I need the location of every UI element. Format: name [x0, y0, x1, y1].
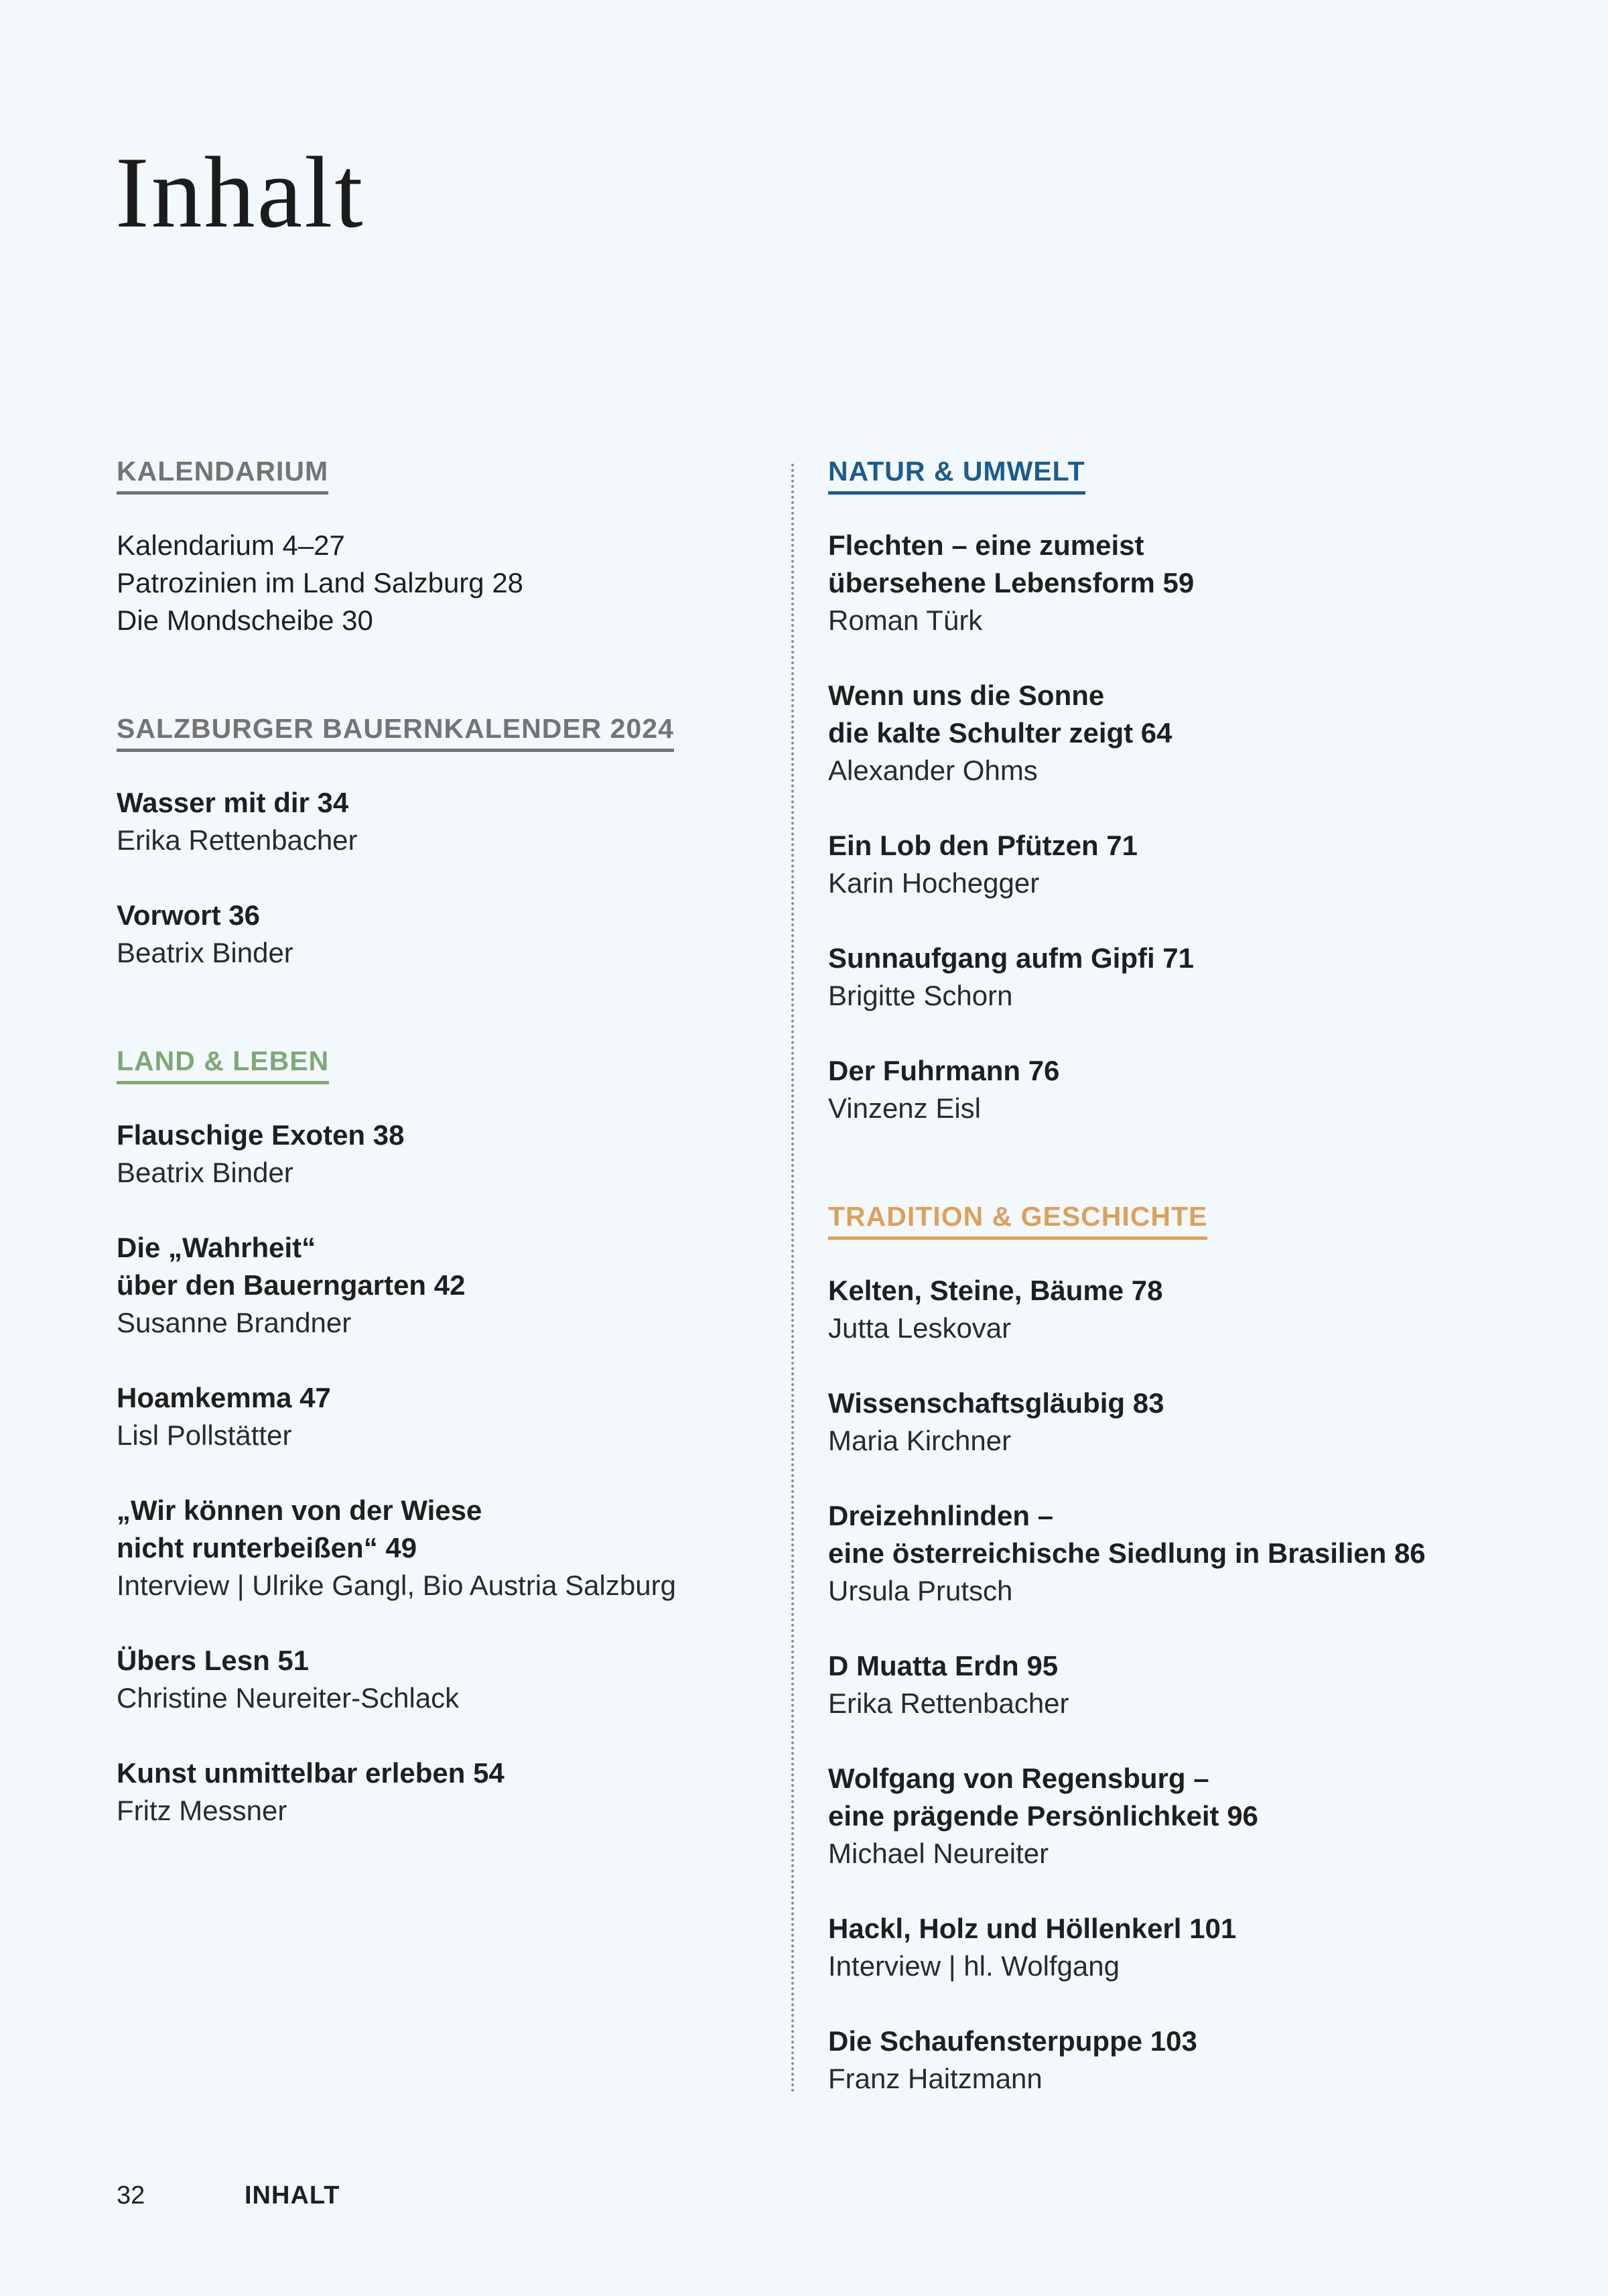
entry-title: Kunst unmittelbar erleben 54 [117, 1757, 505, 1789]
right-column [828, 456, 1565, 2171]
section-kalendarium [117, 456, 733, 639]
entry-title-line2: eine österreichische Siedlung in Brasilien 86 [828, 1537, 1426, 1569]
entry-author: Lisl Pollstätter [117, 1419, 292, 1451]
toc-entry [828, 1760, 1565, 1872]
section-heading: NATUR & UMWELT [828, 456, 1085, 495]
toc-entry [117, 784, 733, 859]
page-title: Inhalt [115, 136, 365, 249]
toc-line: Die Mondscheibe 30 [117, 604, 373, 636]
entry-author: Jutta Leskovar [828, 1312, 1012, 1344]
toc-entry [828, 1385, 1565, 1460]
entry-title: D Muatta Erdn 95 [828, 1650, 1059, 1681]
page-number: 32 [117, 2181, 145, 2210]
entry-author: Franz Haitzmann [828, 2063, 1043, 2094]
toc-entry [828, 1272, 1565, 1347]
section-heading: TRADITION & GESCHICHTE [828, 1201, 1207, 1240]
entry-title: Vorwort 36 [117, 899, 260, 931]
entry-author: Ursula Prutsch [828, 1575, 1013, 1606]
entry-author: Susanne Brandner [117, 1307, 352, 1338]
entry-author: Roman Türk [828, 604, 983, 636]
entry-title: Hoamkemma 47 [117, 1382, 331, 1413]
section-land-leben [117, 1045, 733, 1830]
entry-title: „Wir können von der Wiese [117, 1494, 482, 1526]
entry-author: Beatrix Binder [117, 937, 293, 968]
toc-entry [828, 527, 1565, 639]
toc-entry [828, 1497, 1565, 1610]
entry-title: Der Fuhrmann 76 [828, 1055, 1060, 1086]
entry-title: Kelten, Steine, Bäume 78 [828, 1275, 1163, 1306]
entry-title-line2: die kalte Schulter zeigt 64 [828, 717, 1172, 749]
toc-entry [828, 940, 1565, 1015]
entry-author: Erika Rettenbacher [117, 824, 358, 856]
entry-title: Wissenschaftsgläubig 83 [828, 1387, 1164, 1419]
toc-entry [828, 827, 1565, 902]
toc-entry [828, 2023, 1565, 2098]
toc-entry [117, 897, 733, 972]
entry-author: Interview | Ulrike Gangl, Bio Austria Salzburg [117, 1570, 676, 1601]
entry-title: Übers Lesn 51 [117, 1645, 310, 1676]
entry-author: Karin Hochegger [828, 867, 1040, 899]
entry-author: Vinzenz Eisl [828, 1092, 982, 1124]
entry-title-line2: nicht runterbeißen“ 49 [117, 1532, 417, 1564]
toc-entry [117, 1117, 733, 1192]
section-natur-umwelt [828, 456, 1565, 1127]
entry-title: Flechten – eine zumeist [828, 529, 1144, 561]
section-heading: KALENDARIUM [117, 456, 328, 495]
entry-author: Erika Rettenbacher [828, 1687, 1069, 1719]
toc-entry [117, 1229, 733, 1342]
toc-entry [828, 1910, 1565, 1985]
toc-entry [828, 1647, 1565, 1722]
entry-author: Interview | hl. Wolfgang [828, 1950, 1120, 1982]
toc-line: Kalendarium 4–27 [117, 529, 345, 561]
entry-title-line2: über den Bauerngarten 42 [117, 1269, 466, 1301]
section-tradition [828, 1201, 1565, 2098]
entry-author: Beatrix Binder [117, 1157, 293, 1188]
entry-author: Christine Neureiter-Schlack [117, 1682, 460, 1714]
entry-title: Wasser mit dir 34 [117, 787, 349, 818]
toc-entry [117, 1642, 733, 1717]
entry-author: Maria Kirchner [828, 1425, 1012, 1456]
column-divider [791, 464, 794, 2094]
toc-entry [117, 1755, 733, 1830]
entry-title: Wenn uns die Sonne [828, 680, 1105, 711]
footer-label: INHALT [245, 2181, 340, 2210]
section-bauernkalender [117, 713, 733, 972]
entry-author: Brigitte Schorn [828, 980, 1013, 1011]
toc-entry [828, 677, 1565, 789]
entry-title: Hackl, Holz und Höllenkerl 101 [828, 1913, 1237, 1944]
entry-title: Ein Lob den Pfützen 71 [828, 830, 1138, 861]
entry-title: Flauschige Exoten 38 [117, 1119, 405, 1151]
entry-author: Michael Neureiter [828, 1838, 1049, 1869]
toc-entry [117, 1492, 733, 1604]
entry-author: Fritz Messner [117, 1795, 287, 1826]
entry-title: Die Schaufensterpuppe 103 [828, 2025, 1197, 2057]
section-heading: SALZBURGER BAUERNKALENDER 2024 [117, 713, 674, 752]
entry-author: Alexander Ohms [828, 755, 1038, 786]
entry-title-line2: übersehene Lebensform 59 [828, 567, 1195, 598]
toc-entry [828, 1052, 1565, 1127]
entry-title-line2: eine prägende Persönlichkeit 96 [828, 1800, 1258, 1832]
entry-title: Wolfgang von Regensburg – [828, 1763, 1209, 1794]
entry-title: Die „Wahrheit“ [117, 1232, 316, 1263]
toc-line: Patrozinien im Land Salzburg 28 [117, 567, 524, 598]
entry-title: Sunnaufgang aufm Gipfi 71 [828, 942, 1195, 974]
toc-entry [117, 1379, 733, 1454]
left-column [117, 456, 733, 1903]
section-heading: LAND & LEBEN [117, 1045, 329, 1084]
entry-title: Dreizehnlinden – [828, 1500, 1054, 1531]
